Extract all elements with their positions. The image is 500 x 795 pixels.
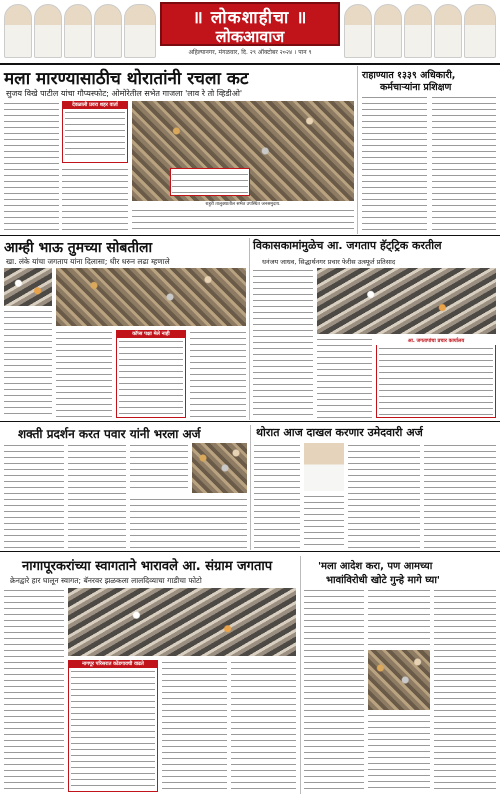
portrait-photo — [94, 4, 122, 58]
photo-caption: राहुरी तालुक्यातील सभेत उपस्थित जनसमुदाय. — [205, 202, 281, 207]
portrait-photo — [64, 4, 92, 58]
story7-subhead: क्रेनद्वारे हार घालून स्वागत; बॅनरवर झळकला लालदिव्याचा गाडीचा फोटो — [10, 576, 202, 585]
story5-photo — [192, 443, 247, 493]
story1-box-text — [65, 110, 125, 160]
dateline: अहिल्यानगर, मंगळवार, दि. २९ ऑक्टोबर २०२४ । पान ९ — [188, 49, 312, 56]
story1-column — [4, 101, 59, 231]
story5-column — [68, 443, 126, 548]
portrait-photo — [4, 4, 32, 58]
story6-headline: थोरात आज दाखल करणार उमेदवारी अर्ज — [256, 426, 423, 439]
portrait-photo — [304, 443, 344, 491]
story3-rally-photo — [56, 268, 246, 326]
story2-column — [432, 95, 496, 231]
story8-column — [304, 588, 364, 792]
story4-box-title: आ. जगतापांचा प्रचार कार्यालय — [376, 337, 496, 345]
story6-column — [304, 494, 344, 548]
column-divider — [300, 556, 301, 794]
story7-box-title: नागपूर परिसरात कोंडगावची वाढते — [68, 660, 158, 668]
story1-headline: मला मारण्यासाठीच थोरातांनी रचला कट — [4, 69, 249, 89]
story8-column — [368, 588, 430, 648]
story7-column — [162, 660, 227, 792]
story7-box-text — [71, 669, 155, 789]
story8-photo — [368, 650, 430, 710]
story3-headline: आम्ही भाऊ तुमच्या सोबतीला — [4, 240, 153, 256]
story3-box-text — [119, 339, 183, 415]
portrait-photo — [34, 4, 62, 58]
portrait-photo — [404, 4, 432, 58]
portrait-photo — [374, 4, 402, 58]
divider — [0, 551, 500, 552]
story7-column — [231, 660, 296, 792]
story3-subhead: खा. लंके यांचा जगताप यांना दिलासा; धीर धरुन लढा म्हणाले — [6, 257, 170, 266]
story5-column — [4, 443, 64, 548]
column-divider — [249, 238, 250, 420]
story6-column — [254, 443, 300, 548]
story8-column — [434, 588, 496, 792]
story3-photo — [4, 268, 52, 306]
story8-headline-line2: भावांविरोधी खोटे गुन्हे मागे घ्या' — [326, 575, 440, 586]
story4-column — [317, 337, 372, 418]
story7-column — [4, 588, 64, 792]
story4-headline: विकासकामांमुळेच आ. जगताप हॅट्ट्रिक करतील — [253, 239, 442, 252]
story7-photo — [68, 588, 296, 656]
column-divider — [250, 425, 251, 550]
story4-box-text — [379, 346, 493, 416]
portrait-photo — [344, 4, 372, 58]
column-divider — [357, 66, 358, 234]
masthead-title: ॥ लोकशाहीचा ॥ — [192, 8, 308, 28]
story4-subhead: धनंजय जाधव, सिद्धार्थनगर प्रचार फेरीस उत्स्फूर्त प्रतिसाद — [262, 258, 396, 266]
story8-column — [368, 713, 430, 792]
story2-headline: राहाण्यात १३३९ अधिकारी, — [362, 70, 456, 81]
story5-column — [130, 497, 247, 548]
story3-column — [56, 330, 112, 418]
story3-box-title: कॉप्स पक्षा मेले नाही — [116, 330, 186, 338]
divider — [0, 421, 500, 422]
divider — [0, 63, 500, 65]
portrait-photo — [124, 4, 156, 58]
story4-column — [253, 268, 313, 418]
portrait-photo — [464, 4, 496, 58]
story5-column — [130, 443, 188, 493]
divider — [0, 235, 500, 236]
story2-column — [362, 95, 427, 231]
portrait-photo — [434, 4, 462, 58]
story4-photo — [317, 268, 496, 334]
story6-column — [348, 443, 420, 548]
story7-headline: नागापूरकरांच्या स्वागताने भारावले आ. संग्राम जगताप — [22, 559, 273, 574]
story1-box-title: देवळाली प्रवरा शहर वार्ता — [62, 101, 128, 109]
story1-column — [62, 167, 128, 231]
story6-column — [424, 443, 496, 548]
story3-column — [4, 309, 52, 417]
photo-inset-text — [172, 172, 248, 194]
story8-headline: 'मला आदेश करा, पण आमच्या — [318, 561, 433, 572]
masthead-subtitle: लोकआवाज — [215, 27, 285, 46]
story3-column — [190, 330, 246, 418]
story1-column — [132, 208, 354, 231]
story1-subhead: सुजय विखे पाटील यांचा गौप्यस्फोट; ओमोरेतील सभेत गाजला 'लाव रे तो व्हिडीओ' — [6, 89, 243, 98]
story2-headline-line2: कर्मचाऱ्यांना प्रशिक्षण — [380, 82, 452, 93]
story5-headline: शक्ती प्रदर्शन करत पवार यांनी भरला अर्ज — [18, 427, 201, 441]
